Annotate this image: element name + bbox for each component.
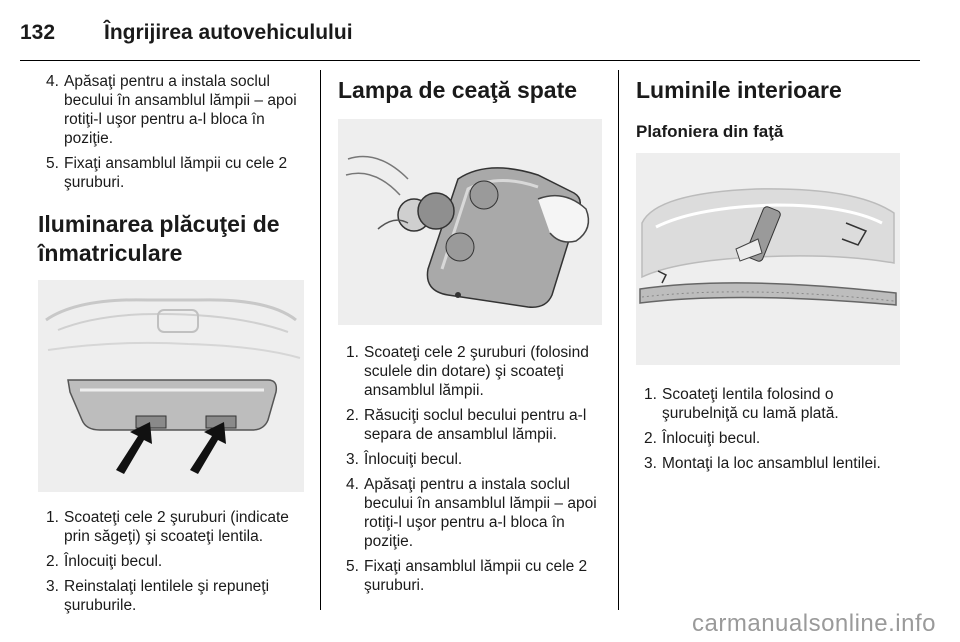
column-rear-fog-lamp [338,72,604,601]
page-header [20,18,353,48]
list-item: 5. Fixaţi ansamblul lămpii cu cele 2 şuruburi. [46,155,288,191]
list-item: 3. Montaţi la loc ansamblul lentilei. [644,455,881,472]
list-item: 1. Scoateţi cele 2 şuruburi (indicate prin săgeţi) şi scoateţi lentila. [46,509,289,545]
header-rule [20,60,920,61]
column-divider [618,70,619,610]
front-dome-light-illustration [636,153,900,365]
steps-continued-list [38,72,306,192]
column-interior-lights [636,72,906,479]
column-license-plate [38,72,306,621]
rear-fog-lamp-illustration [338,119,602,325]
section-heading-rear-fog-lamp: Lampa de ceaţă spate [338,77,578,103]
list-item: 4. Apăsaţi pentru a instala soclul becului în ansamblul lămpii – apoi rotiţi-l uşor pentru a-l bloca în poziţie. [46,73,297,147]
watermark: carmanualsonline.info [692,610,936,637]
list-item: 3. Reinstalaţi lentilele şi repuneţi şuruburile. [46,578,270,614]
steps-front-dome-light-list [636,385,906,473]
license-plate-lamp-illustration [38,280,304,492]
list-item: 1. Scoateţi cele 2 şuruburi (folosind sculele din dotare) şi scoateţi ansamblul lămpii. [346,344,589,399]
list-item: 2. Înlocuiţi becul. [644,430,761,447]
section-heading-license-plate: Iluminarea plăcuţei de înmatriculare [38,211,280,266]
list-item: 5. Fixaţi ansamblul lămpii cu cele 2 şuruburi. [346,558,588,594]
list-item: 2. Răsuciţi soclul becului pentru a-l separa de ansamblul lămpii. [346,407,587,443]
list-item: 1. Scoateţi lentila folosind o şurubelniţă cu lamă plată. [644,386,839,422]
list-item: 2. Înlocuiţi becul. [46,553,163,570]
steps-rear-fog-lamp-list [338,343,604,595]
steps-license-plate-list [38,508,306,615]
section-heading-interior-lights: Luminile interioare [636,77,842,103]
list-item: 3. Înlocuiţi becul. [346,451,463,468]
page-title: Îngrijirea autovehiculului [104,21,353,44]
page-number: 132 [20,21,56,44]
column-divider [320,70,321,610]
list-item: 4. Apăsaţi pentru a instala soclul becului în ansamblul lămpii – apoi rotiţi-l uşor pentru a-l bloca în poziţie. [346,476,597,550]
subheading-front-dome-light: Plafoniera din faţă [636,122,784,141]
